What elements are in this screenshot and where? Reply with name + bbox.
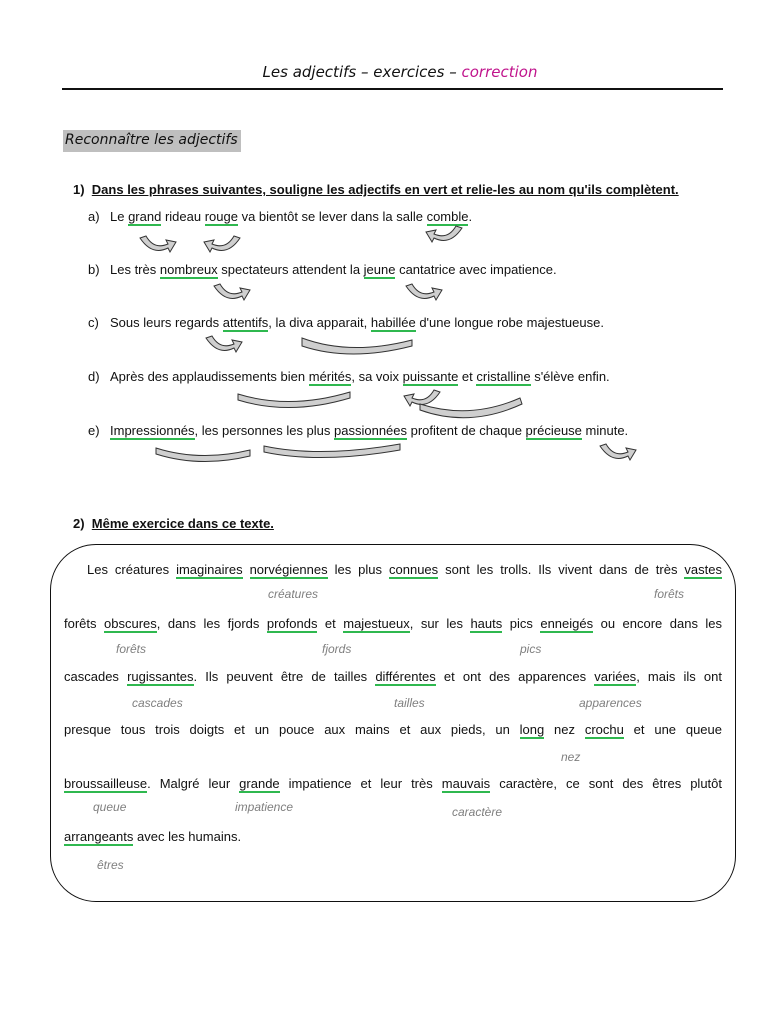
sentence-text: s'élève enfin.: [530, 369, 610, 384]
link-arrows: [0, 0, 768, 480]
adjective: comble: [426, 209, 469, 224]
sentence-text: , dans les fjords: [156, 616, 267, 631]
adjective: précieuse: [525, 423, 582, 438]
adjective: grande: [239, 776, 280, 791]
adjective: long: [519, 722, 545, 737]
adjective: nombreux: [159, 262, 218, 277]
arrow-icon: [156, 448, 250, 462]
noun-label: pics: [520, 642, 542, 656]
item-label: d): [88, 369, 100, 384]
sentence-text: sont les trolls. Ils vivent dans de très: [438, 562, 685, 577]
noun-label: forêts: [654, 587, 685, 601]
noun-label: apparences: [579, 696, 642, 710]
sentence-text: minute.: [581, 423, 629, 438]
sentence-text: Les créatures: [87, 562, 177, 577]
sentence-text: les plus: [327, 562, 389, 577]
sentence-text: forêts: [64, 616, 104, 631]
noun-label: queue: [93, 800, 127, 814]
page-title: Les adjectifs – exercices – correction: [262, 63, 538, 81]
noun-label: tailles: [394, 696, 425, 710]
adjective: habillée: [370, 315, 416, 330]
item-label: e): [88, 423, 100, 438]
item-label: a): [88, 209, 100, 224]
adjective: vastes: [684, 562, 722, 577]
adjective: variées: [594, 669, 637, 684]
arrow-icon: [204, 236, 240, 252]
adjective: cristalline: [476, 369, 531, 384]
text-line: [64, 829, 722, 844]
noun-label: nez: [561, 750, 581, 764]
sentence-text: impatience et leur très: [279, 776, 442, 791]
sentence-text: . Malgré leur: [147, 776, 240, 791]
adjective: Impressionnés: [110, 423, 195, 438]
adjective: rouge: [204, 209, 238, 224]
adjective: crochu: [584, 722, 624, 737]
sentence-text: avec les humains.: [133, 829, 242, 844]
text-line: [64, 616, 722, 631]
item-label: c): [88, 315, 99, 330]
sentence-text: nez: [544, 722, 585, 737]
adjective: passionnées: [334, 423, 408, 438]
arrow-icon: [214, 284, 250, 300]
adjective: mauvais: [441, 776, 491, 791]
sentence-text: profitent de chaque: [407, 423, 526, 438]
noun-label: caractère: [452, 805, 503, 819]
sentence-text: Sous leurs regards: [110, 315, 223, 330]
adjective: grand: [128, 209, 162, 224]
noun-label: créatures: [268, 587, 319, 601]
sentence-text: caractère, ce sont des êtres plutôt: [490, 776, 723, 791]
sentence-text: , sur les: [409, 616, 471, 631]
adjective: broussailleuse: [64, 776, 148, 791]
sentence-text: , sa voix: [351, 369, 403, 384]
sentence-text: spectateurs attendent la: [217, 262, 364, 277]
adjective: rugissantes: [127, 669, 194, 684]
adjective: jeune: [363, 262, 396, 277]
arrow-icon: [140, 236, 176, 252]
arrow-icon: [406, 284, 442, 300]
text-line: [64, 722, 722, 737]
adjective: profonds: [266, 616, 318, 631]
sentence-text: Après des applaudissements bien: [110, 369, 309, 384]
sentence-text: Le: [110, 209, 129, 224]
sentence-text: presque tous trois doigts et un pouce aux mains et aux pieds, un: [64, 722, 520, 737]
text-line: [64, 562, 722, 577]
sentence-text: , la diva apparait,: [268, 315, 371, 330]
sentence-text: .: [468, 209, 473, 224]
arrow-icon: [238, 392, 350, 408]
item-label: b): [88, 262, 100, 277]
adjective: imaginaires: [176, 562, 243, 577]
arrow-icon: [302, 338, 412, 354]
text-line: [64, 776, 722, 791]
adjective: puissante: [402, 369, 459, 384]
section-heading: Reconnaître les adjectifs: [63, 130, 241, 152]
sentence-text: d'une longue robe majestueuse.: [415, 315, 604, 330]
noun-label: fjords: [322, 642, 352, 656]
adjective: hauts: [470, 616, 503, 631]
sentence-text: et une queue: [623, 722, 722, 737]
sentence-text: rideau: [161, 209, 205, 224]
sentence-text: . Ils peuvent être de tailles: [193, 669, 376, 684]
adjective: obscures: [104, 616, 157, 631]
arrow-icon: [206, 336, 242, 352]
sentence-text: va bientôt se lever dans la salle: [237, 209, 427, 224]
sentence-text: cantatrice avec impatience.: [395, 262, 557, 277]
sentence-text: ou encore dans les: [593, 616, 723, 631]
sentence-text: [243, 562, 250, 577]
sentence-text: et: [458, 369, 477, 384]
exercise1-instruction: 1) Dans les phrases suivantes, souligne les adjectifs en vert et relie-les au nom qu'ils complètent.: [73, 182, 679, 197]
adjective: attentifs: [222, 315, 269, 330]
adjective: arrangeants: [64, 829, 134, 844]
sentence-text: Les très: [110, 262, 160, 277]
arrow-icon: [420, 398, 522, 418]
arrow-icon: [600, 444, 636, 460]
noun-label: cascades: [132, 696, 183, 710]
arrow-icon: [264, 444, 400, 458]
sentence-text: , mais ils ont: [636, 669, 722, 684]
sentence-text: et: [317, 616, 344, 631]
adjective: norvégiennes: [249, 562, 328, 577]
text-line: [64, 669, 722, 684]
sentence-text: et ont des apparences: [435, 669, 595, 684]
arrow-icon: [404, 390, 440, 406]
noun-label: forêts: [116, 642, 147, 656]
arrow-icon: [426, 226, 462, 242]
noun-label: êtres: [97, 858, 124, 872]
adjective: différentes: [375, 669, 436, 684]
sentence-text: cascades: [64, 669, 128, 684]
adjective: enneigés: [540, 616, 594, 631]
adjective: connues: [389, 562, 439, 577]
adjective: mérités: [308, 369, 352, 384]
exercise2-instruction: 2) Même exercice dans ce texte.: [73, 516, 274, 531]
sentence-text: , les personnes les plus: [194, 423, 335, 438]
sentence-text: pics: [502, 616, 541, 631]
noun-label: impatience: [235, 800, 294, 814]
adjective: majestueux: [343, 616, 410, 631]
